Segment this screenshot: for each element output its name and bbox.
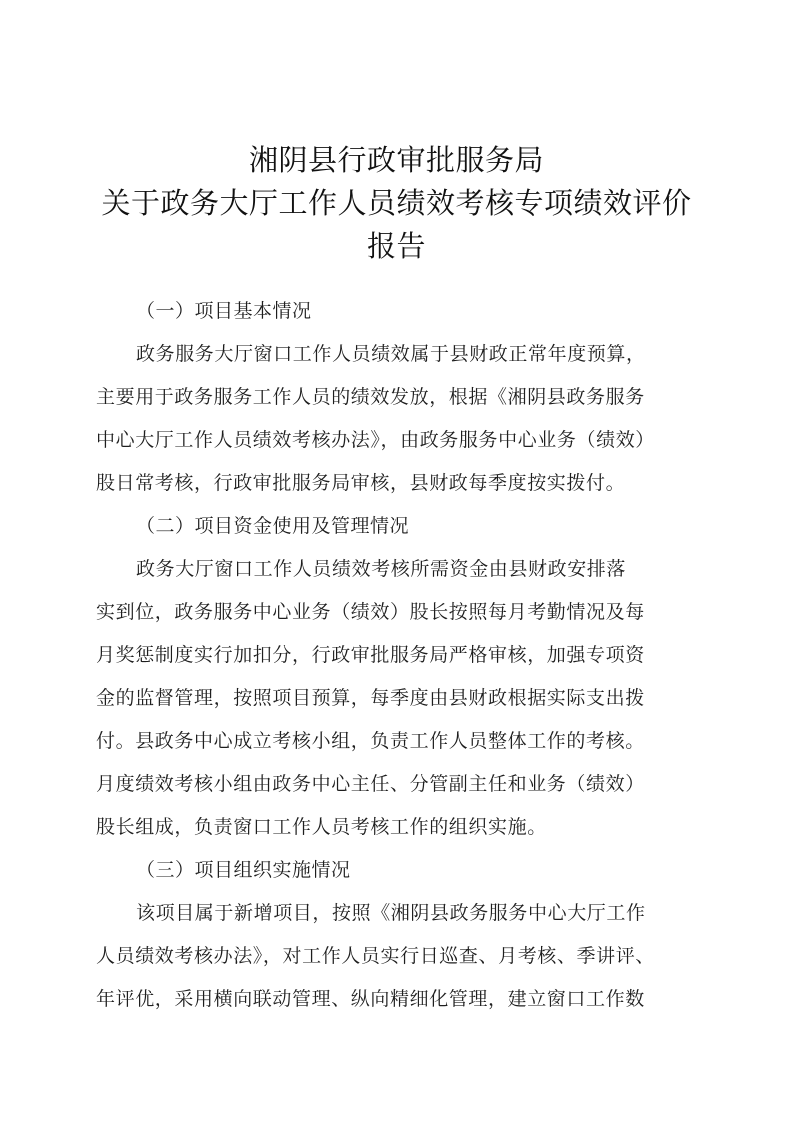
paragraph-line: 政务服务大厅窗口工作人员绩效属于县财政正常年度预算， — [136, 343, 646, 365]
paragraph-line: 人员绩效考核办法》，对工作人员实行日巡查、月考核、季讲评、 — [96, 945, 655, 967]
section-heading-2: （二）项目资金使用及管理情况 — [136, 515, 410, 537]
paragraph-line: 中心大厅工作人员绩效考核办法》，由政务服务中心业务（绩效） — [96, 429, 655, 451]
section-heading-3: （三）项目组织实施情况 — [136, 859, 351, 881]
paragraph-line: 该项目属于新增项目，按照《湘阴县政务服务中心大厅工作 — [136, 902, 646, 924]
paragraph-line: 政务大厅窗口工作人员绩效考核所需资金由县财政安排落 — [136, 558, 627, 580]
paragraph-line: 股长组成，负责窗口工作人员考核工作的组织实施。 — [96, 816, 547, 838]
paragraph-line: 主要用于政务服务工作人员的绩效发放，根据《湘阴县政务服务 — [96, 386, 645, 408]
paragraph-line: 付。县政务中心成立考核小组，负责工作人员整体工作的考核。 — [96, 730, 645, 752]
paragraph-line: 月奖惩制度实行加扣分，行政审批服务局严格审核，加强专项资 — [96, 644, 645, 666]
paragraph-line: 金的监督管理，按照项目预算，每季度由县财政根据实际支出拨 — [96, 687, 645, 709]
paragraph-line: 实到位，政务服务中心业务（绩效）股长按照每月考勤情况及每 — [96, 601, 645, 623]
document-title-line-1: 湘阴县行政审批服务局 — [248, 143, 544, 177]
paragraph-line: 股日常考核，行政审批服务局审核，县财政每季度按实拨付。 — [96, 472, 626, 494]
document-title-line-3: 报告 — [366, 229, 426, 263]
document-title-line-2: 关于政务大厅工作人员绩效考核专项绩效评价 — [101, 186, 692, 220]
paragraph-line: 月度绩效考核小组由政务中心主任、分管副主任和业务（绩效） — [96, 773, 645, 795]
section-heading-1: （一）项目基本情况 — [136, 300, 312, 322]
paragraph-line: 年评优，采用横向联动管理、纵向精细化管理，建立窗口工作数 — [96, 988, 645, 1010]
